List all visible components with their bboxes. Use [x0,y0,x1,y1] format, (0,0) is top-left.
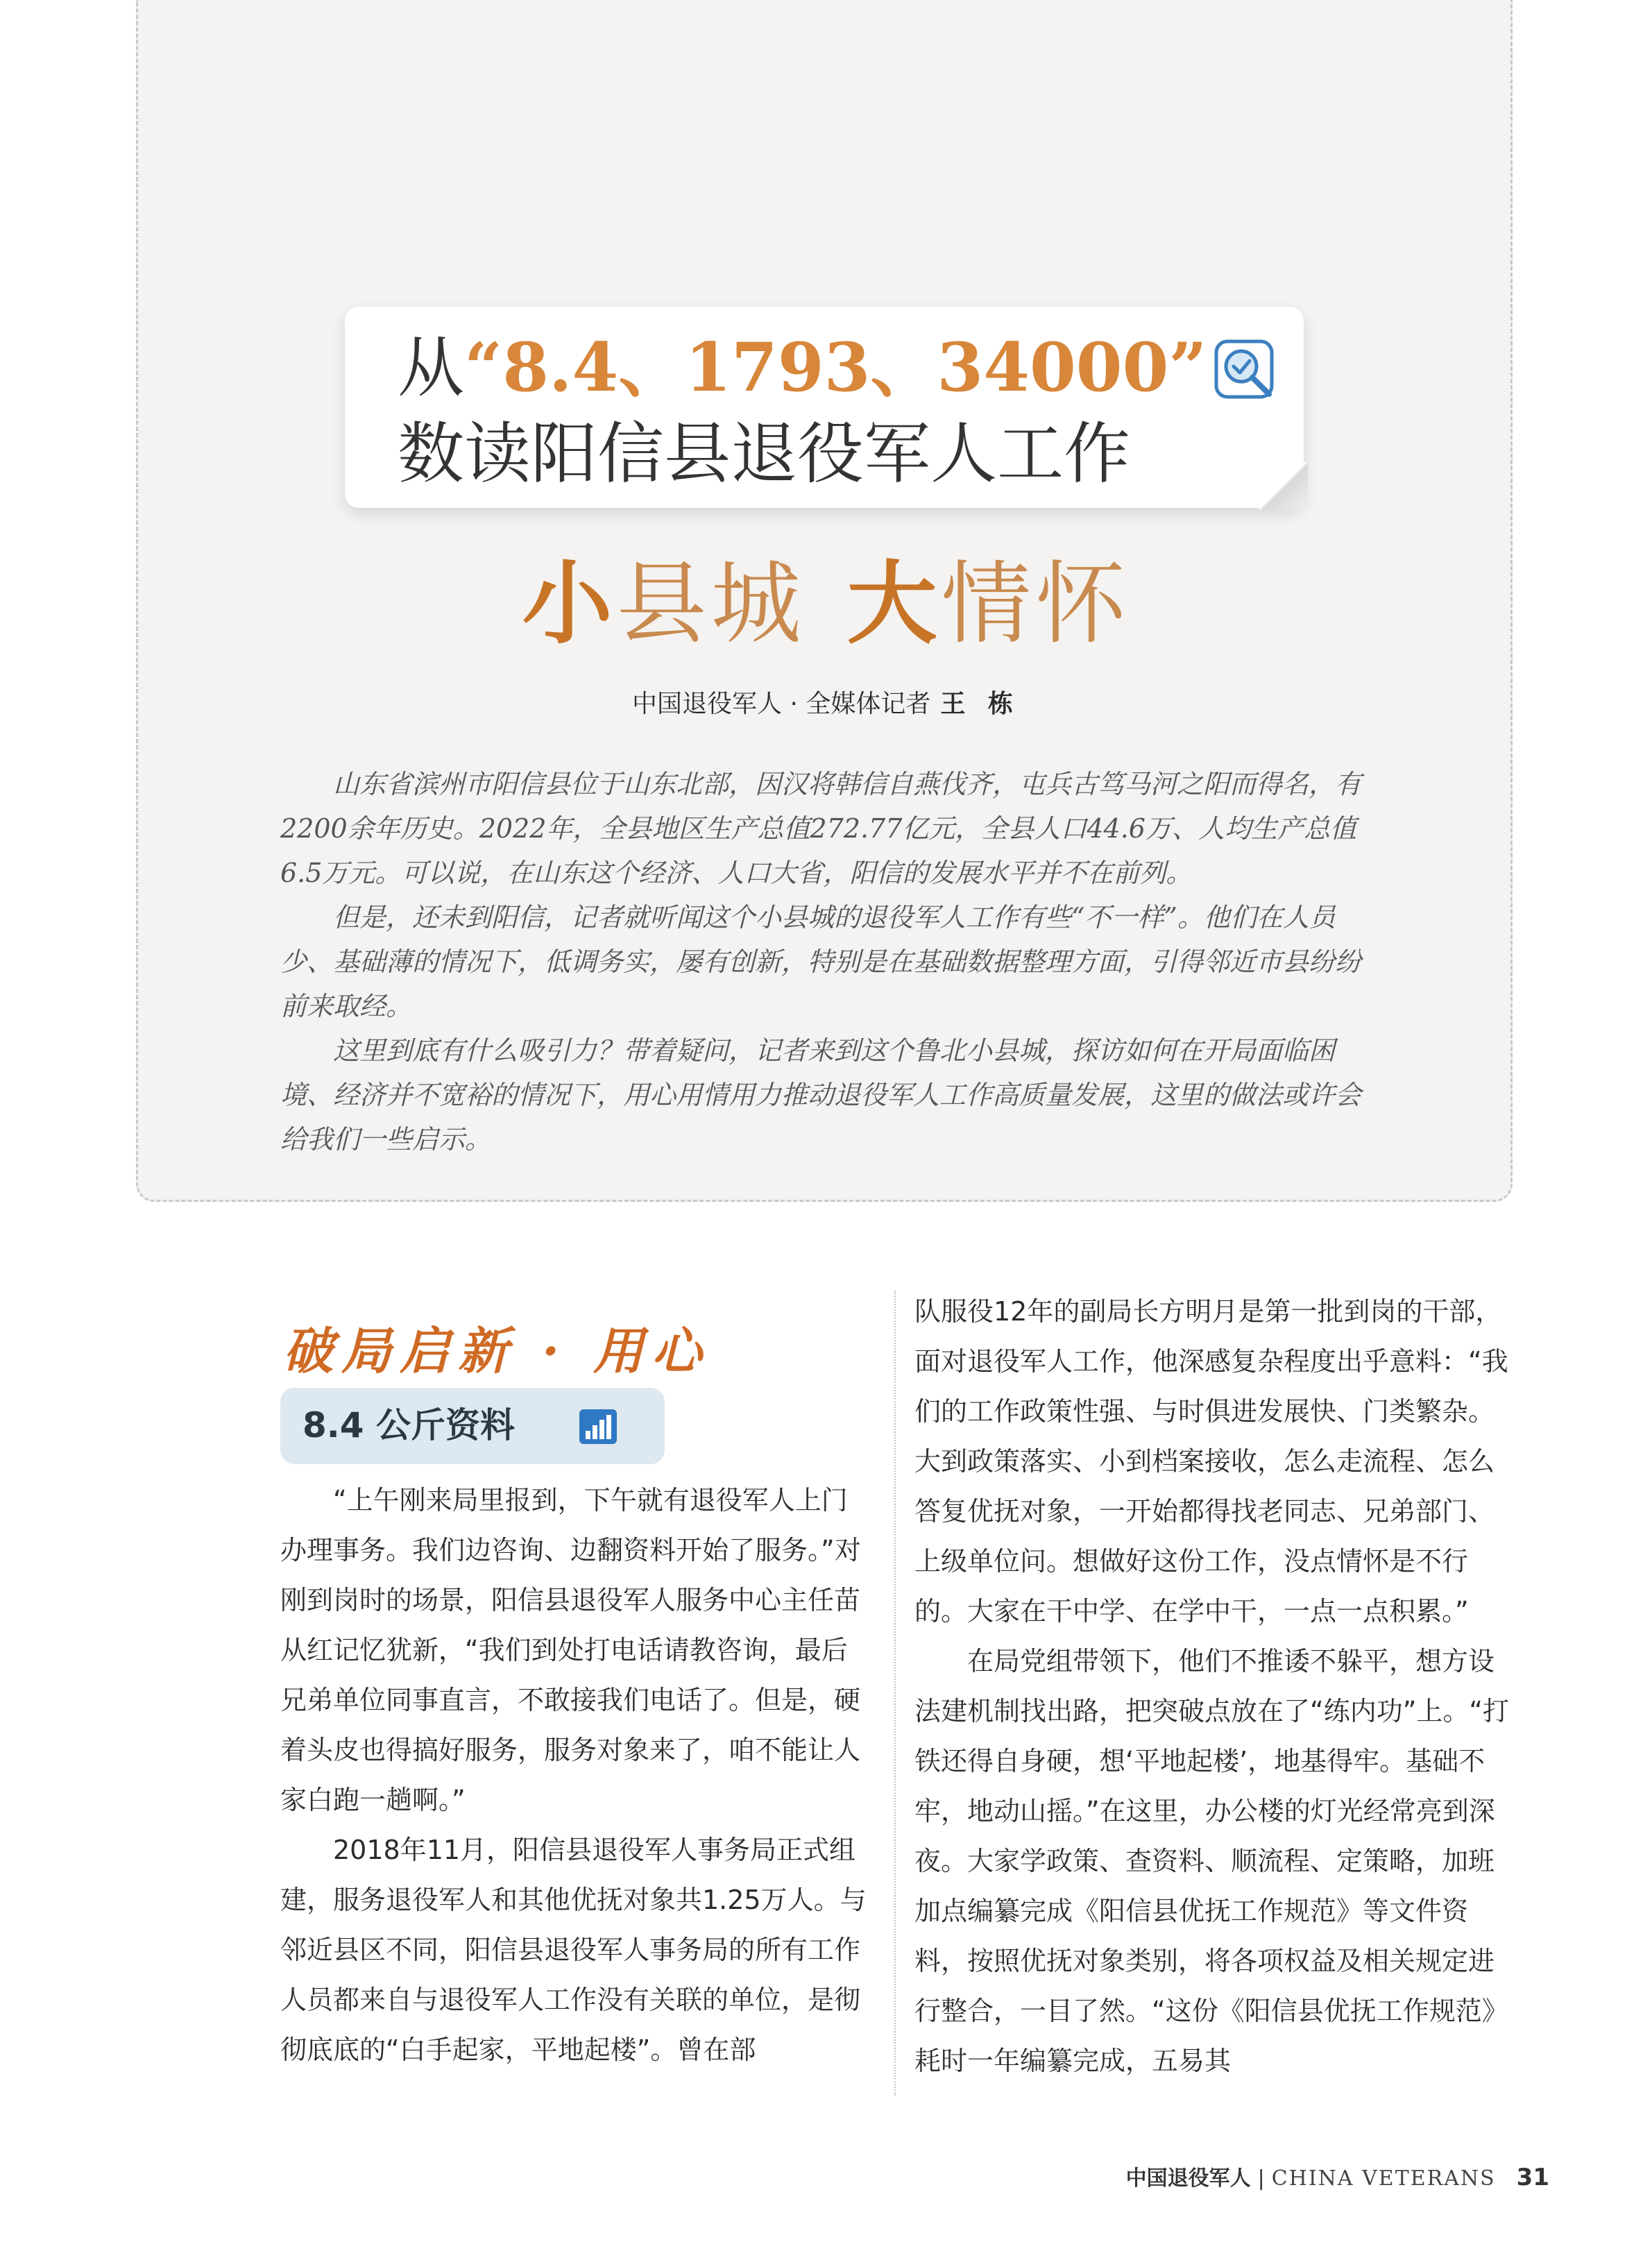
body-paragraph: 2018年11月，阳信县退役军人事务局正式组建，服务退役军人和其他优抚对象共1.25万人。与邻近县区不同，阳信县退役军人事务局的所有工作人员都来自与退役军人工作没有关联的单位，是彻彻底底的“白手起家，平地起楼”。曾在部 [280,1835,867,2065]
section-title: 破局启新 · 用心 [283,1321,710,1380]
lead-paragraph: 山东省滨州市阳信县位于山东北部，因汉将韩信自燕伐齐，屯兵古笃马河之阳而得名，有2200余年历史。2022年，全县地区生产总值272.77亿元，全县人口44.6万、人均生产总值6.5万元。可以说，在山东这个经济、人口大省，阳信的发展水平并不在前列。 [280,769,1362,888]
bar-chart-icon [579,1409,618,1445]
headline-rest-2: 情怀 [941,551,1130,656]
page-curl [1259,462,1308,511]
byline [0,687,1652,722]
magnifier-check-icon [1212,337,1281,407]
title-card [345,307,1304,508]
headline-bold-1: 小 [522,551,617,656]
title-line-2: 数读阳信县退役军人工作 [398,415,1130,493]
subsection-title: 8.4 公斤资料 [303,1405,515,1445]
body-paragraph: 队服役12年的副局长方明月是第一批到岗的干部，面对退役军人工作，他深感复杂程度出乎意料：“我们的工作政策性强、与时俱进发展快、门类繁杂。大到政策落实、小到档案接收，怎么走流程、怎么答复优抚对象，一开始都得找老同志、兄弟部门、上级单位问。想做好这份工作，没点情怀是不行的。大家在干中学、在学中干，一点一点积累。” [914,1296,1508,1627]
footer-separator: | [1257,2166,1265,2191]
lead-paragraphs [280,762,1367,1162]
headline-rest-1: 县城 [616,551,806,656]
headline [0,548,1652,659]
body-column-left [280,1475,871,2075]
body-paragraph: “上午刚来局里报到，下午就有退役军人上门办理事务。我们边咨询、边翻资料开始了服务。”对刚到岗时的场景，阳信县退役军人服务中心主任苗从红记忆犹新，“我们到处打电话请教咨询，最后兄弟单位同事直言，不敢接我们电话了。但是，硬着头皮也得搞好服务，服务对象来了，咱不能让人家白跑一趟啊。” [280,1485,861,1815]
page-footer [1126,2164,1549,2193]
lead-paragraph: 但是，还未到阳信，记者就听闻这个小县城的退役军人工作有些“不一样”。他们在人员少、基础薄的情况下，低调务实，屡有创新，特别是在基础数据整理方面，引得邻近市县纷纷前来取经。 [280,902,1362,1021]
lead-paragraph: 这里到底有什么吸引力？带着疑问，记者来到这个鲁北小县城，探访如何在开局面临困境、经济并不宽裕的情况下，用心用情用力推动退役军人工作高质量发展，这里的做法或许会给我们一些启示。 [280,1035,1362,1155]
footer-magazine: 中国退役军人 [1125,2166,1251,2191]
byline-author: 王 栋 [940,690,1020,718]
title-numbers: “8.4、1793、34000” [464,328,1207,407]
title-prefix: 从 [398,329,464,407]
body-column-right [914,1286,1511,2086]
page-number: 31 [1516,2164,1549,2191]
headline-bold-2: 大 [846,551,942,656]
subsection-badge [280,1388,665,1464]
footer-english: CHINA VETERANS [1271,2166,1496,2191]
column-divider [894,1291,896,2096]
title-line-1 [398,326,1207,409]
body-paragraph: 在局党组带领下，他们不推诿不躲平，想方设法建机制找出路，把突破点放在了“练内功”上。“打铁还得自身硬，想‘平地起楼’，地基得牢。基础不牢，地动山摇。”在这里，办公楼的灯光经常亮到深夜。大家学政策、查资料、顺流程、定策略，加班加点编纂完成《阳信县优抚工作规范》等文件资料，按照优抚对象类别，将各项权益及相关规定进行整合，一目了然。“这份《阳信县优抚工作规范》耗时一年编纂完成，五易其 [914,1646,1510,2076]
byline-source: 中国退役军人 · 全媒体记者 [632,690,931,718]
